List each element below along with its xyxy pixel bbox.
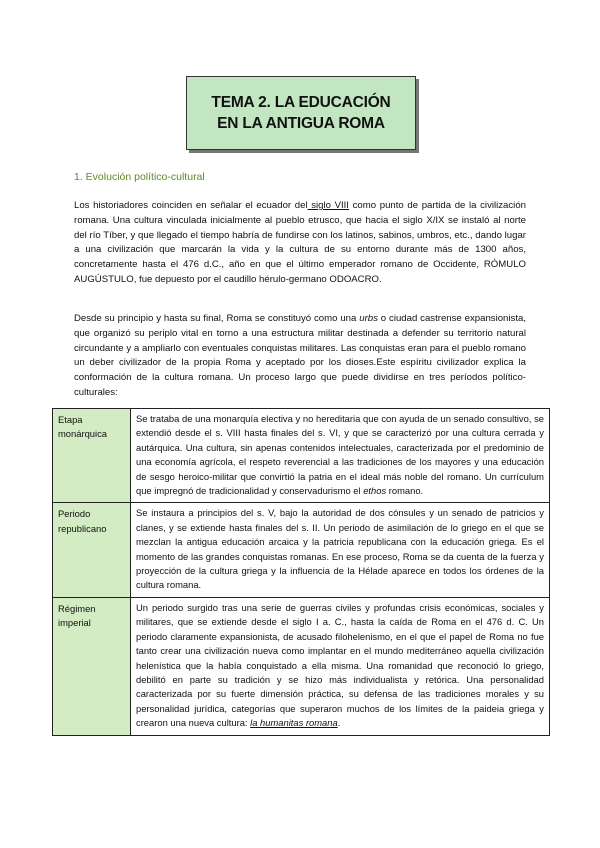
table-row bbox=[53, 503, 550, 597]
period-description-text-b: romano. bbox=[386, 485, 424, 497]
periods-table bbox=[52, 408, 550, 736]
siglo-viii-link[interactable]: siglo VIII bbox=[307, 200, 349, 211]
title-line-2: EN LA ANTIGUA ROMA bbox=[217, 115, 385, 132]
paragraph-2-text-b: o ciudad castrense expansionista, que organizó su periplo vital en torno a una estructura militar destinada a defender su territorio natural circundante y a ampliarlo con eventuales conquistas militares. Las conquistas eran para el pueblo romano un deber civilizador de la propia Roma y aceptado por los dioses.Este espíritu civilizador explica la conformación de la cultura romana. Un proceso largo que puede dividirse en tres períodos político-culturales: bbox=[74, 313, 526, 398]
table-row bbox=[53, 597, 550, 735]
paragraph-1 bbox=[74, 199, 526, 288]
period-description-text-a: Un periodo surgido tras una serie de guerras civiles y profundas crisis económicas, sociales y militares, que se extiende desde el siglo I a. C., hasta la caída de Roma en el 476 d. C. Un periodo claramente expansionista, de acusado filohelenismo, en el que el papel de Roma no fue tanto crear una civilización nueva como implantar en el mundo mediterráneo aquella civilización helenística que la había conquistado a ella misma. Una romanidad que reconoció lo griego, debilitó en parte su tradición y se hizo más individualista y retórica. Una personalidad caracterizada por su fuerte dimensión práctica, su defensa de las tradiciones morales y su personalidad jurídica, categorías que superaron muchos de los límites de la paideia griega y crearon una nueva cultura: bbox=[136, 601, 544, 729]
title-box bbox=[186, 76, 416, 150]
title-line-1: TEMA 2. LA EDUCACIÓN bbox=[211, 94, 391, 111]
period-description bbox=[131, 597, 550, 735]
urbs-term: urbs bbox=[359, 313, 378, 324]
paragraph-2-text-a: Desde su principio y hasta su final, Roma se constituyó como una bbox=[74, 313, 360, 324]
period-description-text-a: Se trataba de una monarquía electiva y no hereditaria que con ayuda de un senado consultivo, se extendió desde el s. VIII hasta finales del s. VI, y que se caracterizó por una cultura cerrada y autárquica. Una cultura, sin apenas contenidos intelectuales, caracterizada por el predominio de una economía agrícola, el respeto reverencial a las tradiciones de los mayores y una educación de sesgo heroico-militar que convirtió la patria en el ideal más noble del romano. Un currículum que impregnó de tradicionalidad y conservadurismo el bbox=[136, 413, 544, 497]
paragraph-1-text-a: Los historiadores coinciden en señalar el ecuador del bbox=[74, 200, 308, 211]
period-description bbox=[131, 409, 550, 503]
section-heading: 1. Evolución político-cultural bbox=[74, 171, 205, 183]
humanitas-romana-link[interactable]: la humanitas romana bbox=[250, 717, 338, 729]
paragraph-1-text-b: como punto de partida de la civilización romana. Una cultura vinculada inicialmente al pueblo etrusco, que hacia el siglo X/IX se instaló al norte del río Tíber, y que llegado el tiempo habría de fundirse con los latinos, sabinos, umbros, etc., dando lugar a una civilización que marcarán la vida y la cultura de su entorno durante más de 1300 años, concretamente hasta el 476 d.C., año en que el último emperador romano de Occidente, RÓMULO AUGÚSTULO, fue depuesto por el caudillo hérulo-germano ODOACRO. bbox=[74, 200, 526, 285]
ethos-term: ethos bbox=[363, 485, 387, 497]
paragraph-2 bbox=[74, 312, 526, 401]
period-label: Etapa monárquica bbox=[53, 409, 131, 503]
period-label: Periodo republicano bbox=[53, 503, 131, 597]
period-label: Régimen imperial bbox=[53, 597, 131, 735]
table-row bbox=[53, 409, 550, 503]
period-description-text-b: . bbox=[337, 717, 341, 729]
period-description-text: Se instaura a principios del s. V, bajo la autoridad de dos cónsules y un senado de patricios y clanes, y se extiende hasta finales del s. II. Un periodo de asimilación de lo griego en el que se mezclan la antigua educación arcaica y la patricia republicana con la educación griega. Es el momento de las grandes conquistas romanas. En ese proceso, Roma se da cuenta de la fuerza y proyección de la cultura griega y la influencia de la Hélade aparece en todos los órdenes de la cultura romana. bbox=[136, 507, 544, 591]
period-description bbox=[131, 503, 550, 597]
